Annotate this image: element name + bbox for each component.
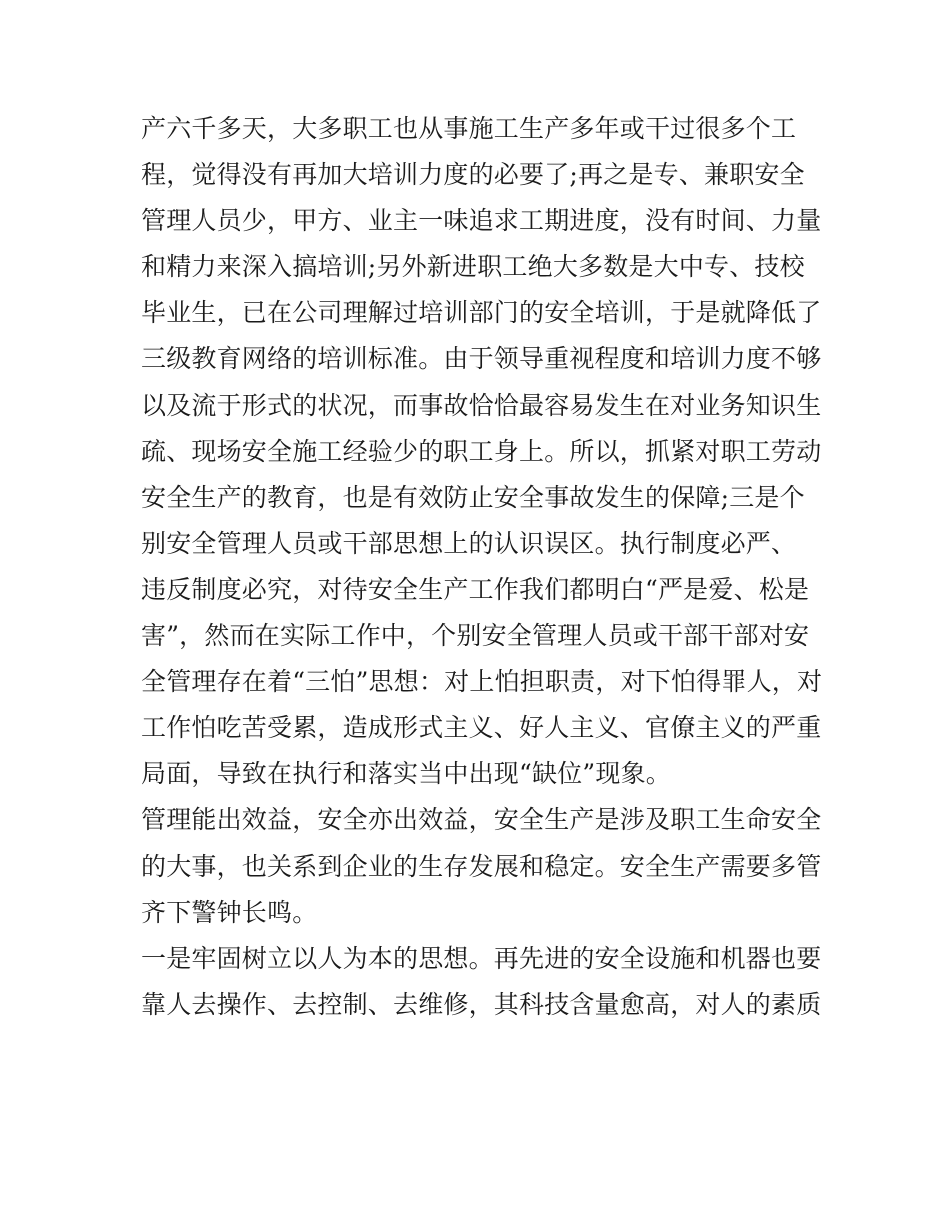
text-line: 疏、现场安全施工经验少的职工身上。所以，抓紧对职工劳动 xyxy=(141,436,822,466)
text-line: 害”，然而在实际工作中，个别安全管理人员或干部干部对安 xyxy=(141,621,810,651)
text-line: 的大事，也关系到企业的生存发展和稳定。安全生产需要多管 xyxy=(141,851,822,881)
text-line: 局面，导致在执行和落实当中出现“缺位”现象。 xyxy=(141,759,671,789)
text-line: 靠人去操作、去控制、去维修，其科技含量愈高，对人的素质 xyxy=(141,989,822,1019)
text-line: 毕业生，已在公司理解过培训部门的安全培训，于是就降低了 xyxy=(141,298,822,328)
body-text xyxy=(141,106,821,1028)
text-line: 齐下警钟长鸣。 xyxy=(141,897,318,927)
text-line: 安全生产的教育，也是有效防止安全事故发生的保障;三是个 xyxy=(141,482,805,512)
text-line: 以及流于形式的状况，而事故恰恰最容易发生在对业务知识生 xyxy=(141,390,822,420)
text-line: 别安全管理人员或干部思想上的认识误区。执行制度必严、 xyxy=(141,528,797,558)
text-line: 管理能出效益，安全亦出效益，安全生产是涉及职工生命安全 xyxy=(141,805,822,835)
text-line: 一是牢固树立以人为本的思想。再先进的安全设施和机器也要 xyxy=(141,943,822,973)
text-line: 三级教育网络的培训标准。由于领导重视程度和培训力度不够 xyxy=(141,344,822,374)
text-line: 产六千多天，大多职工也从事施工生产多年或干过很多个工 xyxy=(141,114,797,143)
text-line: 工作怕吃苦受累，造成形式主义、好人主义、官僚主义的严重 xyxy=(141,713,822,743)
text-line: 违反制度必究，对待安全生产工作我们都明白“严是爱、松是 xyxy=(141,574,810,604)
text-line: 程，觉得没有再加大培训力度的必要了;再之是专、兼职安全 xyxy=(141,160,805,190)
text-line: 管理人员少，甲方、业主一味追求工期进度，没有时间、力量 xyxy=(141,206,822,236)
text-line: 和精力来深入搞培训;另外新进职工绝大多数是大中专、技校 xyxy=(141,252,805,282)
text-line: 全管理存在着“三怕”思想：对上怕担职责，对下怕得罪人，对 xyxy=(141,667,823,697)
